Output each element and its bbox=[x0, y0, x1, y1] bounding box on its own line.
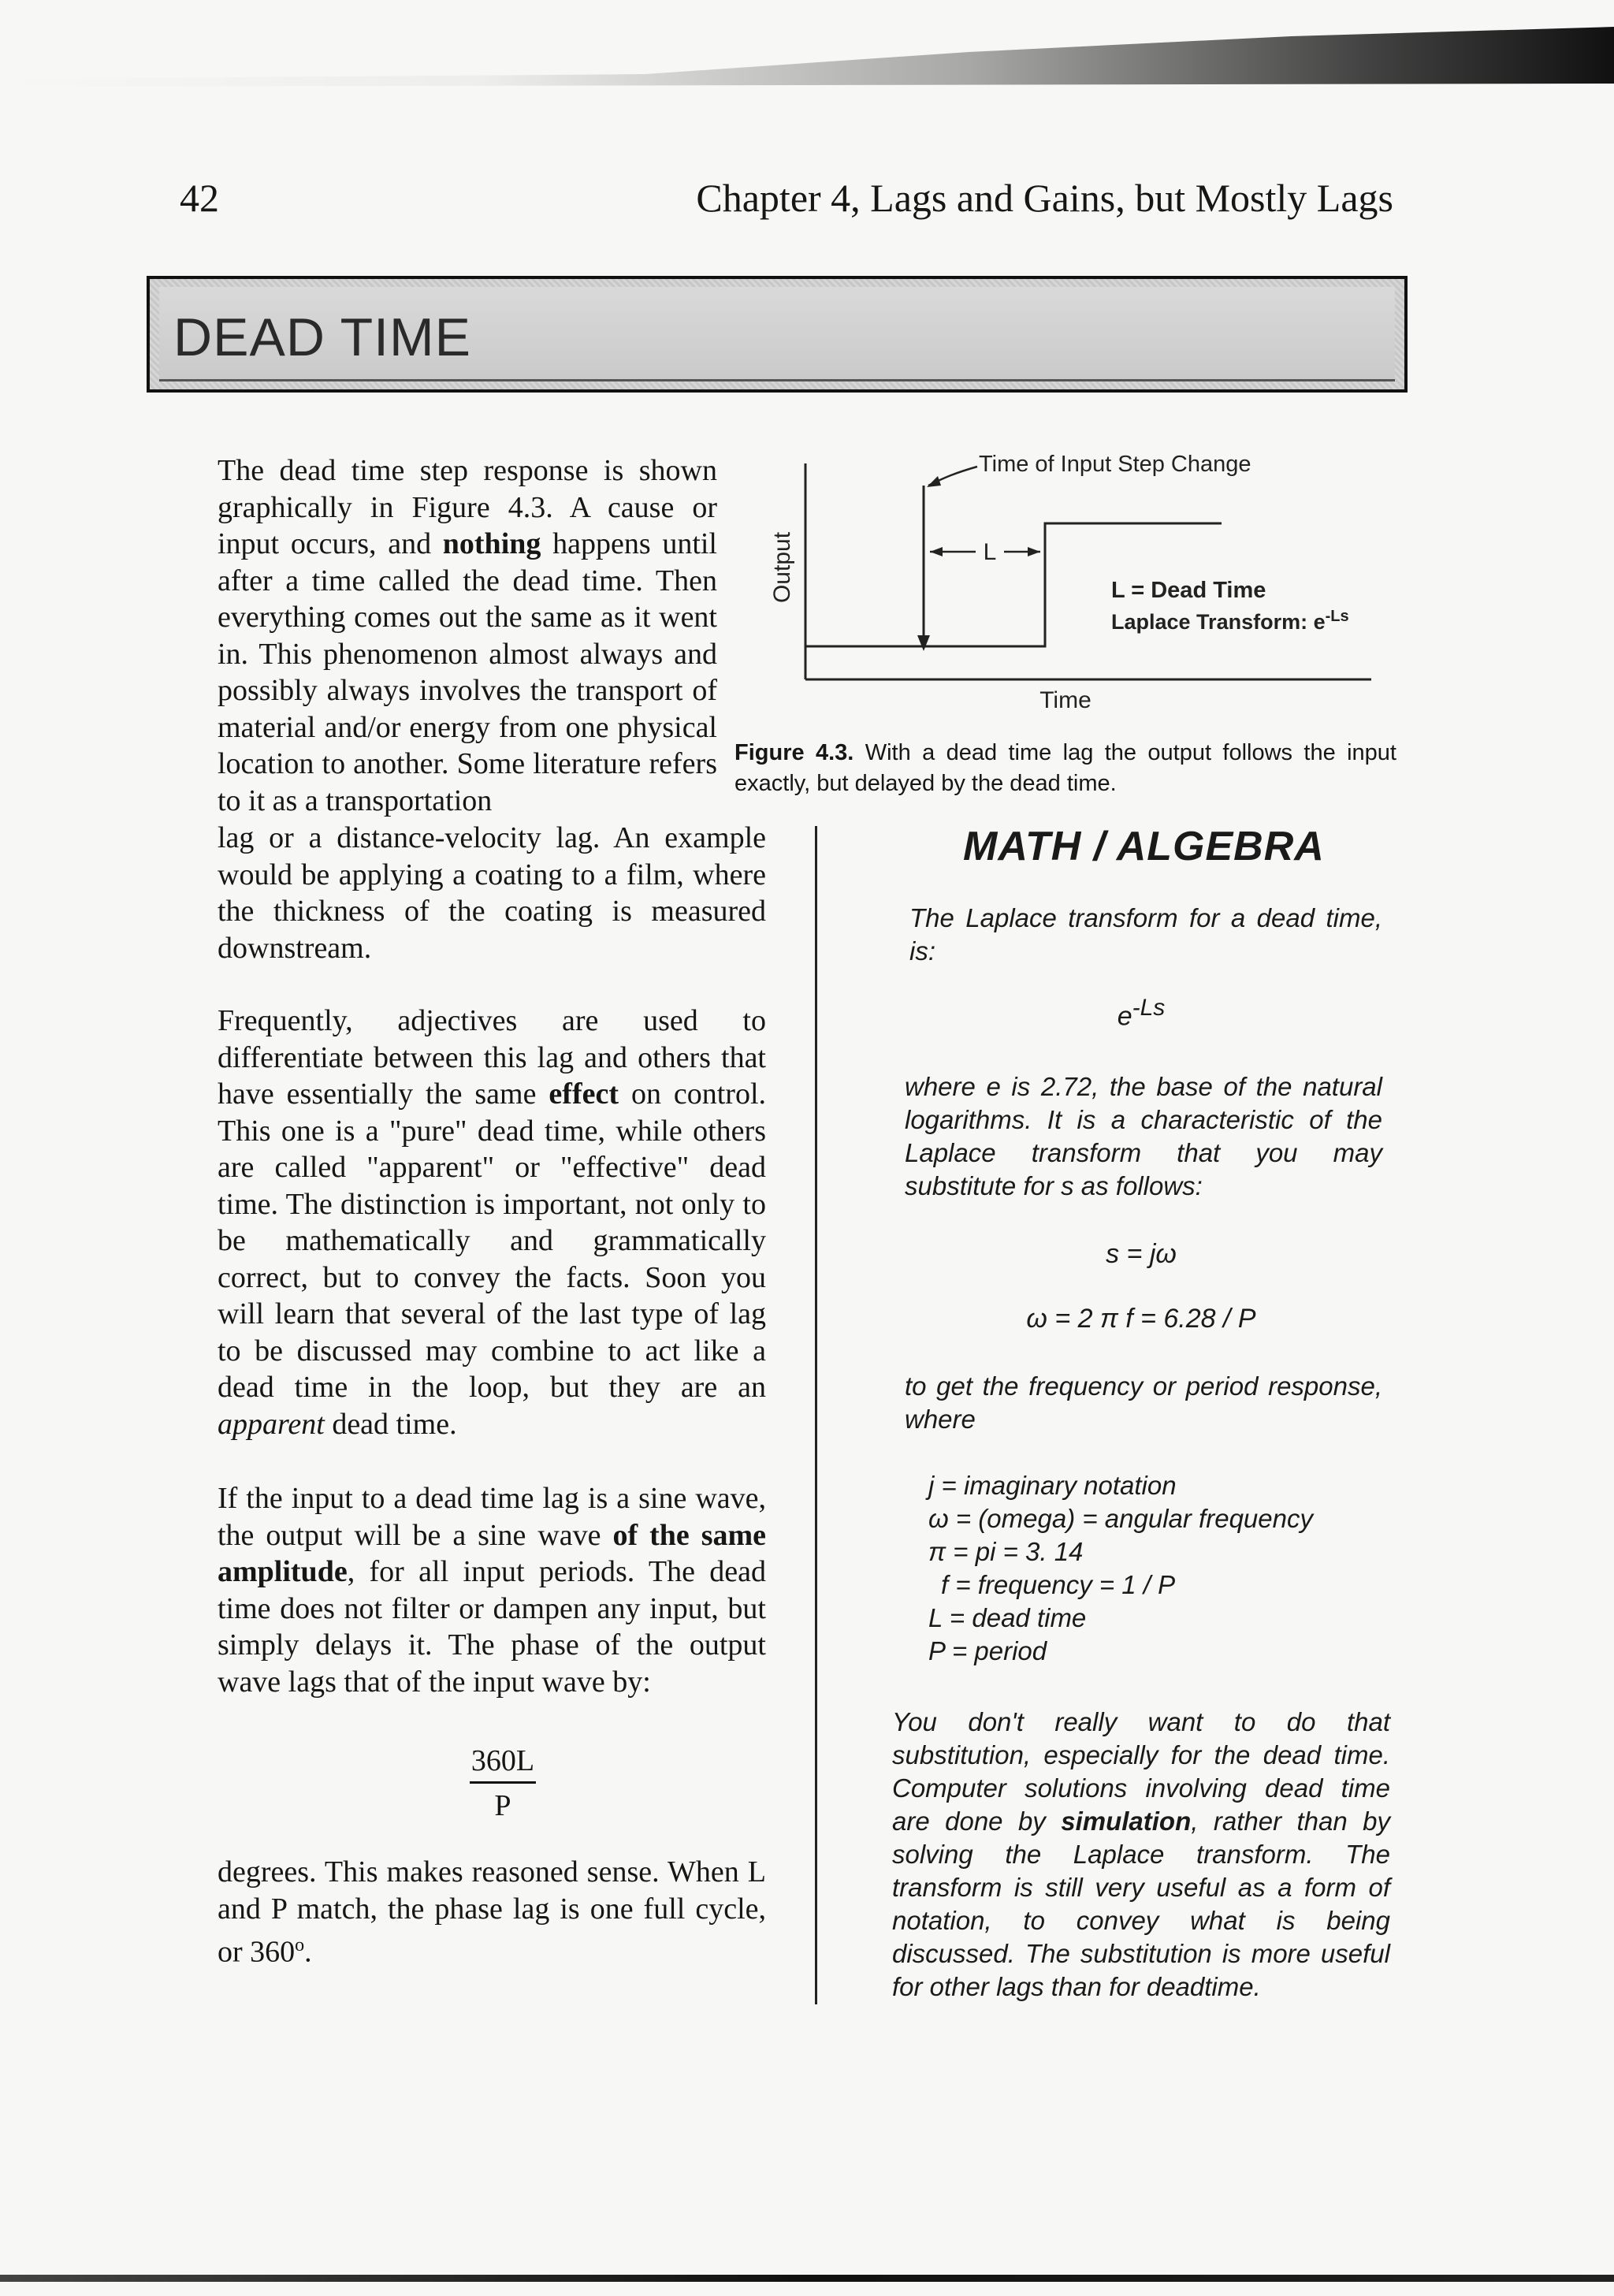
y-axis-label: Output bbox=[769, 531, 795, 604]
annotation-pointer-head bbox=[927, 476, 941, 487]
p4-text-b: . bbox=[304, 1935, 312, 1969]
paragraph-intro-part2: lag or a distance-velocity lag. An example would be applying a coating to a film, where the thickness of the coating is measured downstream. bbox=[218, 821, 766, 965]
formula-exponent: -Ls bbox=[1132, 995, 1166, 1021]
input-arrow-head bbox=[917, 635, 930, 651]
def-omega: ω = (omega) = angular frequency bbox=[928, 1504, 1313, 1533]
l-marker-label: L bbox=[983, 539, 997, 565]
p2-text-c: dead time. bbox=[332, 1407, 457, 1441]
sidebar-eq-s: s = jω bbox=[1106, 1239, 1177, 1269]
sidebar-explanation: where e is 2.72, the base of the natural logarithms. It is a characteristic of the Laplace transform that you may substitute for s as follows: bbox=[905, 1072, 1382, 1200]
p4-text-a: degrees. This makes reasoned sense. When L and P match, the phase lag is one full cycle, or 360 bbox=[218, 1855, 766, 1969]
scan-edge-bottom bbox=[0, 2275, 1614, 2282]
legend-dead-time: L = Dead Time bbox=[1111, 578, 1266, 603]
def-p: P = period bbox=[928, 1636, 1047, 1665]
x-axis-label: Time bbox=[1039, 687, 1091, 713]
section-title: DEAD TIME bbox=[173, 307, 472, 367]
paragraph-sine-wave bbox=[218, 1480, 766, 1700]
p4-degree-sup: o bbox=[295, 1935, 305, 1956]
def-pi: π = pi = 3. 14 bbox=[928, 1537, 1084, 1566]
intro-text-b: happens until after a time called the dead time. Then everything comes out the same as it went in. This phenomenon almost always and possibly always involves the transport of material and/or energy from one physical location to another. Some literature refers to it as a transportation bbox=[218, 527, 717, 817]
sidebar-eq-omega: ω = 2 π f = 6.28 / P bbox=[1026, 1304, 1256, 1334]
p3-text-a: If the input to a dead time lag is a sine wave, the output will be a sine wave bbox=[218, 1482, 766, 1552]
l-marker-right-head bbox=[1028, 547, 1040, 556]
figure-caption-text: With a dead time lag the output follows the input exactly, but delayed by the dead time. bbox=[734, 740, 1396, 796]
p3-text-b: , for all input periods. The dead time does not filter or dampen any input, but simply delays it. The phase of the output wave lags that of the input wave by: bbox=[218, 1555, 766, 1699]
sidebar-closing bbox=[892, 1706, 1390, 2004]
figure-caption bbox=[734, 738, 1396, 799]
def-j: j = imaginary notation bbox=[928, 1471, 1177, 1500]
figure-dead-time-step bbox=[741, 449, 1403, 717]
def-f: f = frequency = 1 / P bbox=[941, 1570, 1176, 1599]
sidebar-definitions bbox=[928, 1469, 1313, 1668]
legend-laplace-sup: -Ls bbox=[1325, 608, 1349, 625]
p2-bold-effect: effect bbox=[549, 1077, 619, 1111]
page-number: 42 bbox=[180, 176, 219, 220]
scan-edge-top bbox=[0, 24, 1614, 87]
p3-bold-same-amplitude: of the same amplitude bbox=[218, 1518, 767, 1588]
sidebar-intro: The Laplace transform for a dead time, is: bbox=[909, 903, 1382, 966]
paragraph-intro-part1 bbox=[218, 452, 717, 819]
fraction-denominator: P bbox=[494, 1789, 511, 1822]
def-l: L = dead time bbox=[928, 1603, 1087, 1632]
paragraph-degrees bbox=[218, 1854, 766, 1970]
p2-italic-apparent: apparent bbox=[218, 1407, 325, 1441]
column-divider bbox=[815, 826, 817, 2004]
running-header bbox=[180, 175, 1393, 230]
intro-bold-nothing: nothing bbox=[442, 527, 541, 560]
intro-text-a: The dead time step response is shown graphically in Figure 4.3. A cause or input occurs, and bbox=[218, 454, 717, 560]
chapter-title: Chapter 4, Lags and Gains, but Mostly Lags bbox=[696, 176, 1393, 220]
section-banner bbox=[147, 276, 1408, 393]
p2-text-a: Frequently, adjectives are used to differentiate between this lag and others that have essentially the same bbox=[218, 1004, 766, 1111]
l-marker-left-head bbox=[930, 547, 943, 556]
annotation-input-step-change: Time of Input Step Change bbox=[979, 452, 1251, 477]
formula-base: e bbox=[1117, 1001, 1132, 1032]
legend-laplace bbox=[1111, 608, 1349, 634]
legend-laplace-text: Laplace Transform: e bbox=[1111, 610, 1326, 634]
closing-text-b: , rather than by solving the Laplace transform. The transform is still very useful as a form of notation, to convey what is being discussed. The substitution is more useful for other lags than for deadtime. bbox=[892, 1807, 1390, 2001]
sidebar-lead: to get the frequency or period response, where bbox=[905, 1371, 1382, 1434]
figure-caption-label: Figure 4.3. bbox=[734, 740, 854, 765]
closing-bold-simulation: simulation bbox=[1061, 1807, 1192, 1836]
paragraph-adjectives bbox=[218, 1003, 766, 1442]
sidebar-formula bbox=[892, 995, 1390, 1032]
fraction-numerator: 360L bbox=[470, 1743, 536, 1784]
phase-lag-fraction bbox=[470, 1743, 536, 1823]
p2-text-b: on control. This one is a "pure" dead time, while others are called "apparent" or "effective" dead time. The distinction is important, not only to be mathematically and grammatically correct, but to convey the facts. Soon you will learn that several of the last type of lag to be discussed may combine to act like a dead time in the loop, but they are an bbox=[218, 1077, 767, 1404]
sidebar-title: MATH / ALGEBRA bbox=[963, 824, 1325, 869]
closing-text-a: You don't really want to do that substitution, especially for the dead time. Computer solutions involving dead time are done by bbox=[892, 1707, 1390, 1836]
